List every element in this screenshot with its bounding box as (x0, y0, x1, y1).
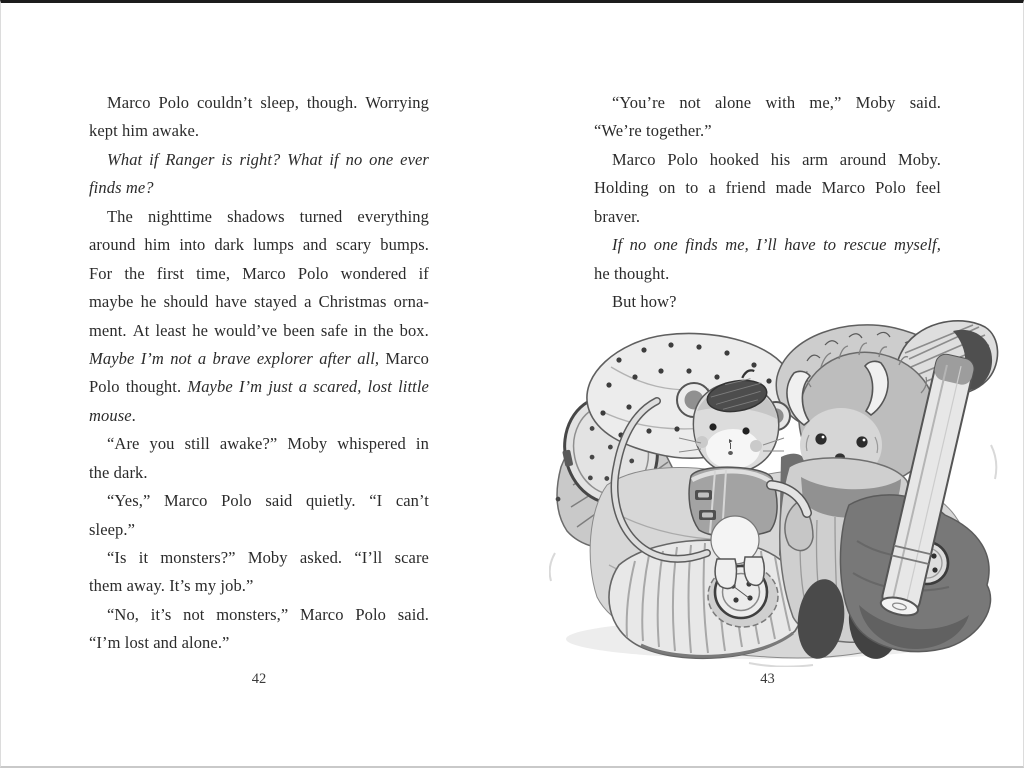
text-line: “We’re together.” (594, 121, 712, 141)
text-line: “Is it monsters?” Moby asked. “I’ll scare (107, 548, 429, 567)
text-line: around him into dark lumps and scary bumps. (89, 235, 429, 255)
text-line: sleep.” (89, 519, 136, 539)
text-line: kept him awake. (89, 121, 200, 141)
text-line: mouse. (89, 405, 136, 425)
text-line: them away. It’s my job.” (89, 576, 254, 596)
text-line: ment. At least he would’ve been safe in the box. (89, 320, 429, 340)
left-page-number: 42 (251, 671, 267, 687)
text-line: maybe he should have stayed a Christmas orna- (89, 292, 429, 312)
text-line: Maybe I’m not a brave explorer after all, Marco (89, 348, 429, 368)
text-line: For the first time, Marco Polo wondered if (89, 263, 429, 283)
text-line: Marco Polo couldn’t sleep, though. Worrying (107, 93, 429, 112)
text-line: “Are you still awake?” Moby whispered in (107, 434, 429, 454)
text-line: Holding on to a friend made Marco Polo feel (594, 178, 941, 198)
text-line: If no one finds me, I’ll have to rescue myself, (612, 235, 941, 255)
text-line: The nighttime shadows turned everything (107, 206, 429, 226)
striped-blanket (609, 540, 804, 658)
text-line: “Yes,” Marco Polo said quietly. “I can’t (107, 491, 429, 511)
text-line: the dark. (89, 462, 148, 482)
text-line: “No, it’s not monsters,” Marco Polo said. (107, 604, 429, 624)
text-line: finds me? (89, 178, 154, 198)
text-line: Marco Polo hooked his arm around Moby. (612, 149, 941, 169)
right-page-number: 43 (760, 671, 775, 687)
text-line: braver. (594, 206, 641, 226)
text-line: he thought. (594, 263, 670, 283)
text-line: Polo thought. Maybe I’m just a scared, lost little (89, 377, 429, 397)
text-line: “You’re not alone with me,” Moby said. (612, 93, 941, 112)
text-line: But how? (612, 292, 677, 312)
text-line: “I’m lost and alone.” (89, 633, 230, 653)
right-page-text (594, 89, 941, 317)
illustration-mouse-and-buffalo (549, 315, 1001, 667)
text-line: What if Ranger is right? What if no one ever (107, 149, 429, 169)
left-page-text (89, 89, 429, 658)
